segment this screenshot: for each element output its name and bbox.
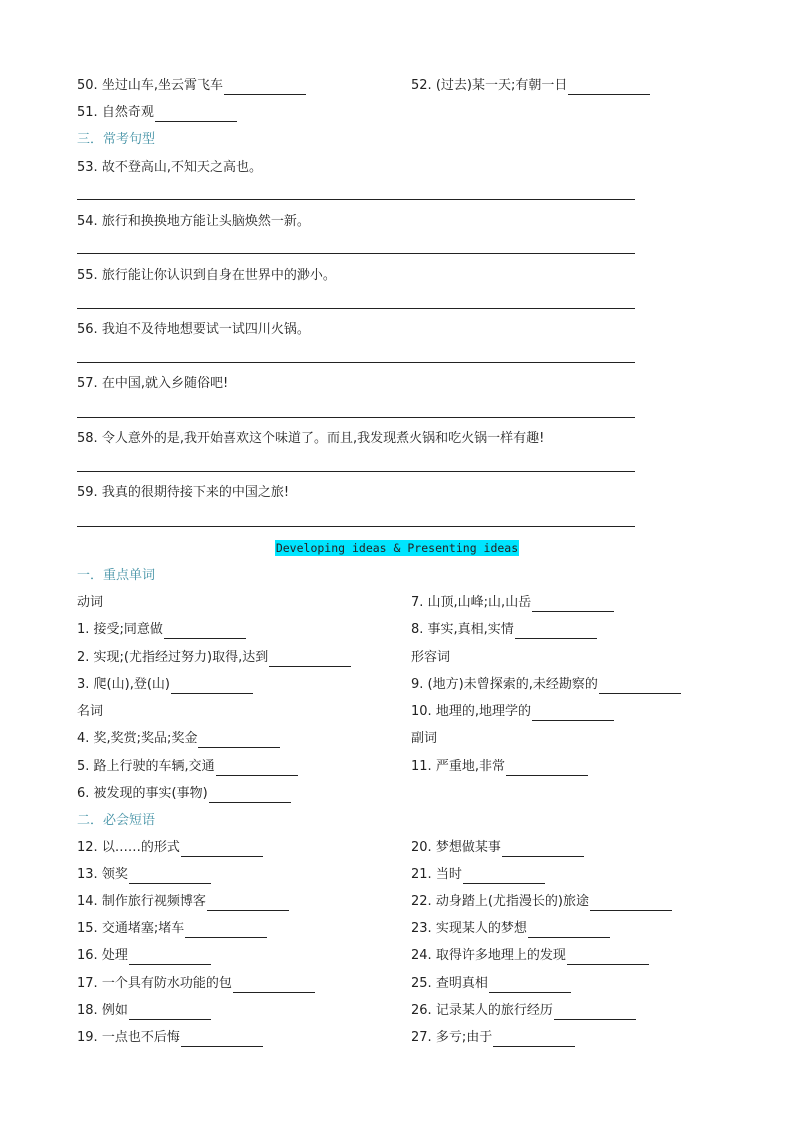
phrase-item: 19. 一点也不后悔 xyxy=(77,1029,263,1047)
answer-line[interactable] xyxy=(77,362,635,363)
answer-blank[interactable] xyxy=(568,80,650,95)
phrase-item: 17. 一个具有防水功能的包 xyxy=(77,975,315,993)
answer-blank[interactable] xyxy=(269,652,351,667)
answer-blank[interactable] xyxy=(129,950,211,965)
word-item: 5. 路上行驶的车辆,交通 xyxy=(77,758,298,776)
answer-line[interactable] xyxy=(77,253,635,254)
answer-blank[interactable] xyxy=(567,950,649,965)
answer-blank[interactable] xyxy=(207,896,289,911)
phrase-item: 16. 处理 xyxy=(77,947,211,965)
phrase-item: 13. 领奖 xyxy=(77,866,211,884)
answer-blank[interactable] xyxy=(185,923,267,938)
phrase-item: 27. 多亏;由于 xyxy=(411,1029,575,1047)
answer-blank[interactable] xyxy=(532,597,614,612)
phrase-item: 26. 记录某人的旅行经历 xyxy=(411,1002,636,1020)
answer-blank[interactable] xyxy=(463,869,545,884)
answer-blank[interactable] xyxy=(216,761,298,776)
answer-blank[interactable] xyxy=(224,80,306,95)
answer-line[interactable] xyxy=(77,526,635,527)
word-item: 9. (地方)未曾探索的,未经勘察的 xyxy=(411,676,681,694)
answer-line[interactable] xyxy=(77,471,635,472)
answer-blank[interactable] xyxy=(181,1032,263,1047)
answer-line[interactable] xyxy=(77,308,635,309)
phrase-item: 52. (过去)某一天;有朝一日 xyxy=(411,77,650,95)
section-banner: Developing ideas & Presenting ideas xyxy=(275,541,519,555)
section-heading: 三．常考句型 xyxy=(77,132,156,147)
phrase-item: 14. 制作旅行视频博客 xyxy=(77,893,289,911)
phrase-item: 51. 自然奇观 xyxy=(77,104,237,122)
answer-blank[interactable] xyxy=(515,624,597,639)
phrase-item: 15. 交通堵塞;堵车 xyxy=(77,920,267,938)
word-item: 6. 被发现的事实(事物) xyxy=(77,785,291,803)
word-item: 3. 爬(山),登(山) xyxy=(77,676,253,694)
answer-blank[interactable] xyxy=(198,733,280,748)
answer-blank[interactable] xyxy=(171,679,253,694)
sentence-item: 56. 我迫不及待地想要试一试四川火锅。 xyxy=(77,322,310,337)
sentence-item: 59. 我真的很期待接下来的中国之旅! xyxy=(77,485,290,500)
category-label: 形容词 xyxy=(411,650,451,665)
category-label: 名词 xyxy=(77,704,104,719)
answer-blank[interactable] xyxy=(233,978,315,993)
category-label: 副词 xyxy=(411,731,438,746)
word-item: 10. 地理的,地理学的 xyxy=(411,703,614,721)
word-item: 8. 事实,真相,实情 xyxy=(411,621,597,639)
answer-blank[interactable] xyxy=(155,107,237,122)
phrase-item: 50. 坐过山车,坐云霄飞车 xyxy=(77,77,306,95)
sentence-item: 54. 旅行和换换地方能让头脑焕然一新。 xyxy=(77,214,310,229)
answer-blank[interactable] xyxy=(554,1005,636,1020)
sentence-item: 57. 在中国,就入乡随俗吧! xyxy=(77,376,229,391)
answer-line[interactable] xyxy=(77,199,635,200)
phrase-item: 21. 当时 xyxy=(411,866,545,884)
phrase-item: 22. 动身踏上(尤指漫长的)旅途 xyxy=(411,893,672,911)
answer-blank[interactable] xyxy=(532,706,614,721)
section-heading: 一．重点单词 xyxy=(77,568,156,583)
phrase-item: 18. 例如 xyxy=(77,1002,211,1020)
answer-blank[interactable] xyxy=(528,923,610,938)
answer-line[interactable] xyxy=(77,417,635,418)
phrase-item: 25. 查明真相 xyxy=(411,975,571,993)
word-item: 7. 山顶,山峰;山,山岳 xyxy=(411,594,614,612)
answer-blank[interactable] xyxy=(502,842,584,857)
word-item: 11. 严重地,非常 xyxy=(411,758,588,776)
answer-blank[interactable] xyxy=(489,978,571,993)
answer-blank[interactable] xyxy=(506,761,588,776)
category-label: 动词 xyxy=(77,595,104,610)
phrase-item: 24. 取得许多地理上的发现 xyxy=(411,947,649,965)
answer-blank[interactable] xyxy=(209,788,291,803)
sentence-item: 58. 令人意外的是,我开始喜欢这个味道了。而且,我发现煮火锅和吃火锅一样有趣! xyxy=(77,431,545,446)
word-item: 2. 实现;(尤指经过努力)取得,达到 xyxy=(77,649,351,667)
answer-blank[interactable] xyxy=(599,679,681,694)
sentence-item: 55. 旅行能让你认识到自身在世界中的渺小。 xyxy=(77,268,336,283)
sentence-item: 53. 故不登高山,不知天之高也。 xyxy=(77,160,262,175)
answer-blank[interactable] xyxy=(493,1032,575,1047)
word-item: 4. 奖,奖赏;奖品;奖金 xyxy=(77,730,280,748)
phrase-item: 23. 实现某人的梦想 xyxy=(411,920,610,938)
answer-blank[interactable] xyxy=(129,1005,211,1020)
answer-blank[interactable] xyxy=(129,869,211,884)
section-heading: 二．必会短语 xyxy=(77,813,156,828)
answer-blank[interactable] xyxy=(164,624,246,639)
phrase-item: 12. 以……的形式 xyxy=(77,839,263,857)
answer-blank[interactable] xyxy=(590,896,672,911)
phrase-item: 20. 梦想做某事 xyxy=(411,839,584,857)
word-item: 1. 接受;同意做 xyxy=(77,621,246,639)
answer-blank[interactable] xyxy=(181,842,263,857)
